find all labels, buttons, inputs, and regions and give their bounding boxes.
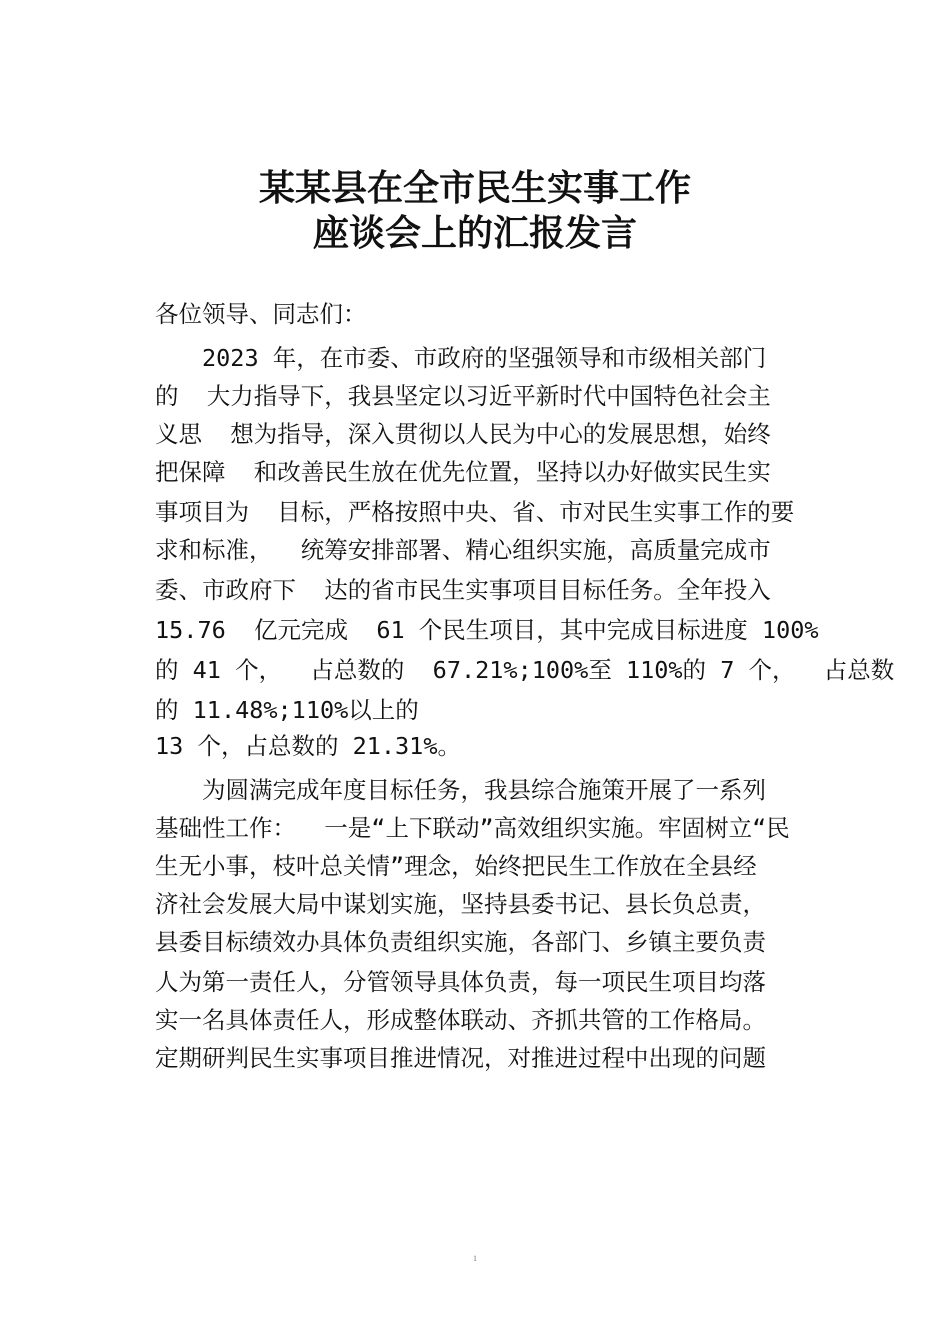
paragraph-1-line: 2023 年，在市委、市政府的坚强领导和市级相关部门 [155, 344, 767, 372]
document-title-line-2: 座谈会上的汇报发言 [312, 212, 637, 254]
paragraph-1-line: 15.76 亿元完成 61 个民生项目，其中完成目标进度 100% [155, 616, 819, 644]
paragraph-1-line: 13 个，占总数的 21.31%。 [155, 732, 461, 760]
paragraph-1-line: 事项目为 目标，严格按照中央、省、市对民生实事工作的要 [155, 498, 795, 526]
paragraph-2-line: 县委目标绩效办具体负责组织实施，各部门、乡镇主要负责 [155, 928, 766, 956]
paragraph-1-line: 委、市政府下 达的省市民生实事项目目标任务。全年投入 [155, 576, 771, 604]
paragraph-1-line: 把保障 和改善民生放在优先位置，坚持以办好做实民生实 [155, 458, 771, 486]
paragraph-2-line: 实一名具体责任人，形成整体联动、齐抓共管的工作格局。 [155, 1006, 766, 1034]
paragraph-2-line: 生无小事，枝叶总关情”理念，始终把民生工作放在全县经 [155, 852, 757, 880]
document-title-line-1: 某某县在全市民生实事工作 [258, 167, 691, 209]
paragraph-1-line: 义思 想为指导，深入贯彻以人民为中心的发展思想，始终 [155, 420, 771, 448]
salutation: 各位领导、同志们： [155, 300, 367, 328]
paragraph-1-line: 的 11.48%;110%以上的 [155, 696, 419, 724]
paragraph-2-line: 人为第一责任人，分管领导具体负责，每一项民生项目均落 [155, 968, 766, 996]
paragraph-1-line: 的 大力指导下，我县坚定以习近平新时代中国特色社会主 [155, 382, 771, 410]
paragraph-1-line: 求和标准， 统筹安排部署、精心组织实施，高质量完成市 [155, 536, 771, 564]
paragraph-1-line: 的 41 个， 占总数的 67.21%;100%至 110%的 7 个， 占总数 [155, 656, 895, 684]
paragraph-2-line: 为圆满完成年度目标任务，我县综合施策开展了一系列 [155, 776, 766, 804]
page-number: 1 [473, 1254, 477, 1263]
paragraph-2-line: 济社会发展大局中谋划实施，坚持县委书记、县长负总责， [155, 890, 766, 918]
paragraph-2-line: 定期研判民生实事项目推进情况，对推进过程中出现的问题 [155, 1044, 766, 1072]
paragraph-2-line: 基础性工作： 一是“上下联动”高效组织实施。牢固树立“民 [155, 814, 790, 842]
